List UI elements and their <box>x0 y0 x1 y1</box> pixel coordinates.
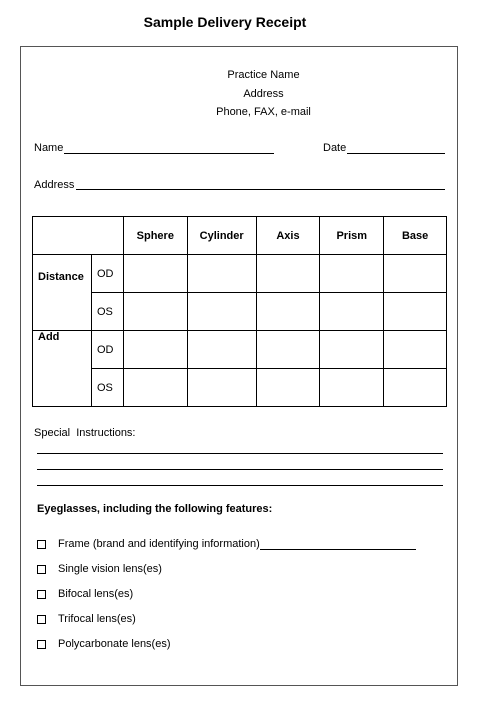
feature-label: Trifocal lens(es) <box>58 613 136 625</box>
table-cell[interactable] <box>187 331 256 369</box>
feature-label: Bifocal lens(es) <box>58 588 134 600</box>
feature-item-polycarbonate[interactable] <box>37 638 171 650</box>
table-header-row <box>33 217 447 255</box>
od-label: OD <box>91 255 123 293</box>
checkbox[interactable] <box>37 640 46 649</box>
table-cell[interactable] <box>256 255 320 293</box>
document-title: Sample Delivery Receipt <box>143 14 307 30</box>
os-label: OS <box>91 293 123 331</box>
os-label: OS <box>91 369 123 407</box>
header-prism: Prism <box>320 217 384 255</box>
date-label: Date <box>323 142 347 154</box>
practice-info <box>0 66 483 122</box>
table-cell[interactable] <box>384 255 447 293</box>
address-label: Address <box>34 179 75 191</box>
table-cell[interactable] <box>384 369 447 407</box>
table-cell[interactable] <box>384 293 447 331</box>
distance-label: Distance <box>33 255 92 331</box>
table-cell[interactable] <box>123 369 187 407</box>
feature-item-trifocal[interactable] <box>37 613 136 625</box>
special-instructions-label: Special Instructions: <box>34 427 136 439</box>
header-axis: Axis <box>256 217 320 255</box>
instructions-line[interactable] <box>37 469 443 470</box>
feature-label: Frame (brand and identifying information) <box>58 538 260 550</box>
od-label: OD <box>91 331 123 369</box>
table-row <box>33 369 447 407</box>
table-cell[interactable] <box>256 293 320 331</box>
table-cell[interactable] <box>187 369 256 407</box>
feature-item-single-vision[interactable] <box>37 563 162 575</box>
header-sphere: Sphere <box>123 217 187 255</box>
address-field[interactable] <box>76 189 445 190</box>
practice-name: Practice Name <box>227 69 300 81</box>
table-row <box>33 255 447 293</box>
table-cell[interactable] <box>384 331 447 369</box>
practice-contact: Phone, FAX, e-mail <box>216 106 311 118</box>
table-cell[interactable] <box>320 293 384 331</box>
frame-details-field[interactable] <box>260 549 416 550</box>
checkbox[interactable] <box>37 590 46 599</box>
instructions-line[interactable] <box>37 485 443 486</box>
checkbox[interactable] <box>37 540 46 549</box>
table-cell[interactable] <box>187 255 256 293</box>
name-field[interactable] <box>64 153 274 154</box>
table-cell[interactable] <box>256 331 320 369</box>
feature-label: Polycarbonate lens(es) <box>58 638 171 650</box>
table-row <box>33 331 447 369</box>
table-cell[interactable] <box>187 293 256 331</box>
practice-address: Address <box>243 87 284 100</box>
table-cell[interactable] <box>320 369 384 407</box>
table-cell[interactable] <box>123 331 187 369</box>
header-base: Base <box>384 217 447 255</box>
table-cell[interactable] <box>320 255 384 293</box>
table-row <box>33 293 447 331</box>
feature-item-bifocal[interactable] <box>37 588 133 600</box>
date-field[interactable] <box>347 153 445 154</box>
checkbox[interactable] <box>37 615 46 624</box>
table-cell[interactable] <box>123 293 187 331</box>
table-cell[interactable] <box>123 255 187 293</box>
checkbox[interactable] <box>37 565 46 574</box>
instructions-line[interactable] <box>37 453 443 454</box>
name-label: Name <box>34 142 64 154</box>
prescription-table <box>32 216 447 407</box>
header-empty-cell <box>33 217 124 255</box>
table-cell[interactable] <box>320 331 384 369</box>
feature-item-frame[interactable] <box>37 538 416 550</box>
features-heading: Eyeglasses, including the following features: <box>37 503 273 515</box>
header-cylinder: Cylinder <box>187 217 256 255</box>
table-cell[interactable] <box>256 369 320 407</box>
add-label: Add <box>33 331 92 407</box>
feature-label: Single vision lens(es) <box>58 563 162 575</box>
